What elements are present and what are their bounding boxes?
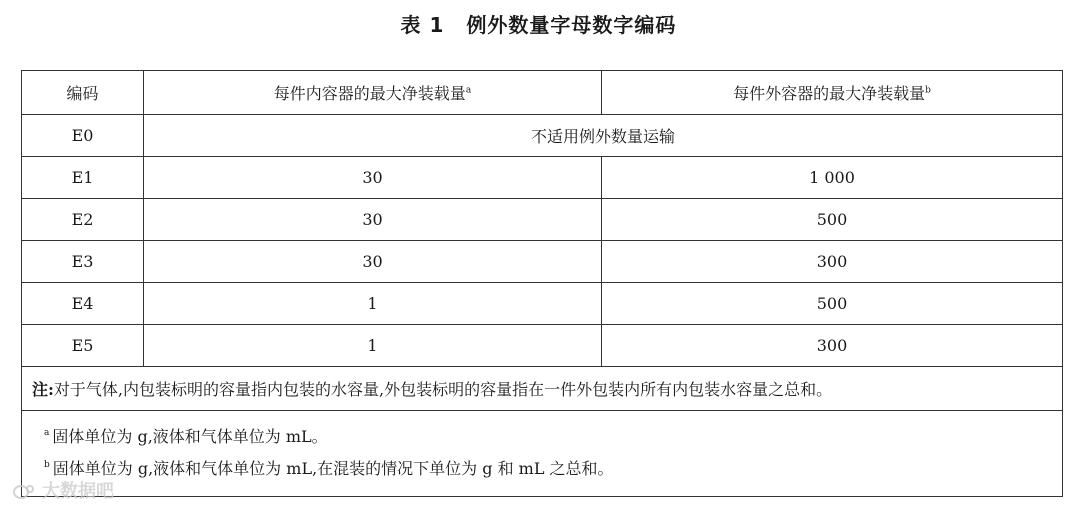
table-row [22, 157, 1063, 199]
footnote-a-mark: a [44, 428, 50, 438]
table-title-text: 例外数量字母数字编码 [466, 13, 677, 37]
cell-inner: 1 [144, 283, 602, 325]
footnotes [22, 411, 1063, 497]
header-inner-label: 每件内容器的最大净装载量 [273, 84, 466, 103]
cell-code: E4 [22, 283, 144, 325]
exception-codes-table [21, 70, 1063, 497]
cell-merged-not-applicable: 不适用例外数量运输 [144, 115, 1063, 157]
cell-outer: 500 [602, 199, 1063, 241]
cell-code: E1 [22, 157, 144, 199]
footnote-b [44, 453, 1062, 485]
header-outer-label: 每件外容器的最大净装载量 [733, 84, 926, 103]
header-code: 编码 [22, 71, 144, 115]
cell-outer: 500 [602, 283, 1063, 325]
cell-code: E0 [22, 115, 144, 157]
footnote-a-text: 固体单位为 g,液体和气体单位为 mL。 [52, 427, 328, 446]
table-row [22, 283, 1063, 325]
watermark [12, 477, 114, 503]
footnote-b-mark: b [44, 460, 50, 470]
cell-inner: 1 [144, 325, 602, 367]
table-note-row [22, 367, 1063, 411]
watermark-icon [12, 483, 36, 501]
cell-inner: 30 [144, 241, 602, 283]
table-row [22, 199, 1063, 241]
header-outer [602, 71, 1063, 115]
footnote-ref-a: a [465, 85, 472, 96]
table-note [22, 367, 1063, 411]
cell-inner: 30 [144, 157, 602, 199]
table-row [22, 241, 1063, 283]
note-lead: 注: [32, 380, 54, 399]
footnote-b-text: 固体单位为 g,液体和气体单位为 mL,在混装的情况下单位为 g 和 mL 之总和。 [52, 459, 614, 478]
cell-code: E5 [22, 325, 144, 367]
cell-inner: 30 [144, 199, 602, 241]
cell-outer: 1 000 [602, 157, 1063, 199]
cell-outer: 300 [602, 241, 1063, 283]
table-row-e0 [22, 115, 1063, 157]
table-title [0, 9, 1077, 38]
table-row [22, 325, 1063, 367]
footnote-a [44, 421, 1062, 453]
cell-code: E3 [22, 241, 144, 283]
cell-outer: 300 [602, 325, 1063, 367]
header-inner [144, 71, 602, 115]
table-header-row [22, 71, 1063, 115]
table-number: 表 1 [400, 13, 445, 37]
footnotes-row [22, 411, 1063, 497]
note-text: 对于气体,内包装标明的容量指内包装的水容量,外包装标明的容量指在一件外包装内所有内包装水容量之总和。 [53, 380, 833, 399]
footnote-ref-b: b [925, 85, 931, 96]
watermark-text: 大数据吧 [42, 481, 114, 502]
cell-code: E2 [22, 199, 144, 241]
